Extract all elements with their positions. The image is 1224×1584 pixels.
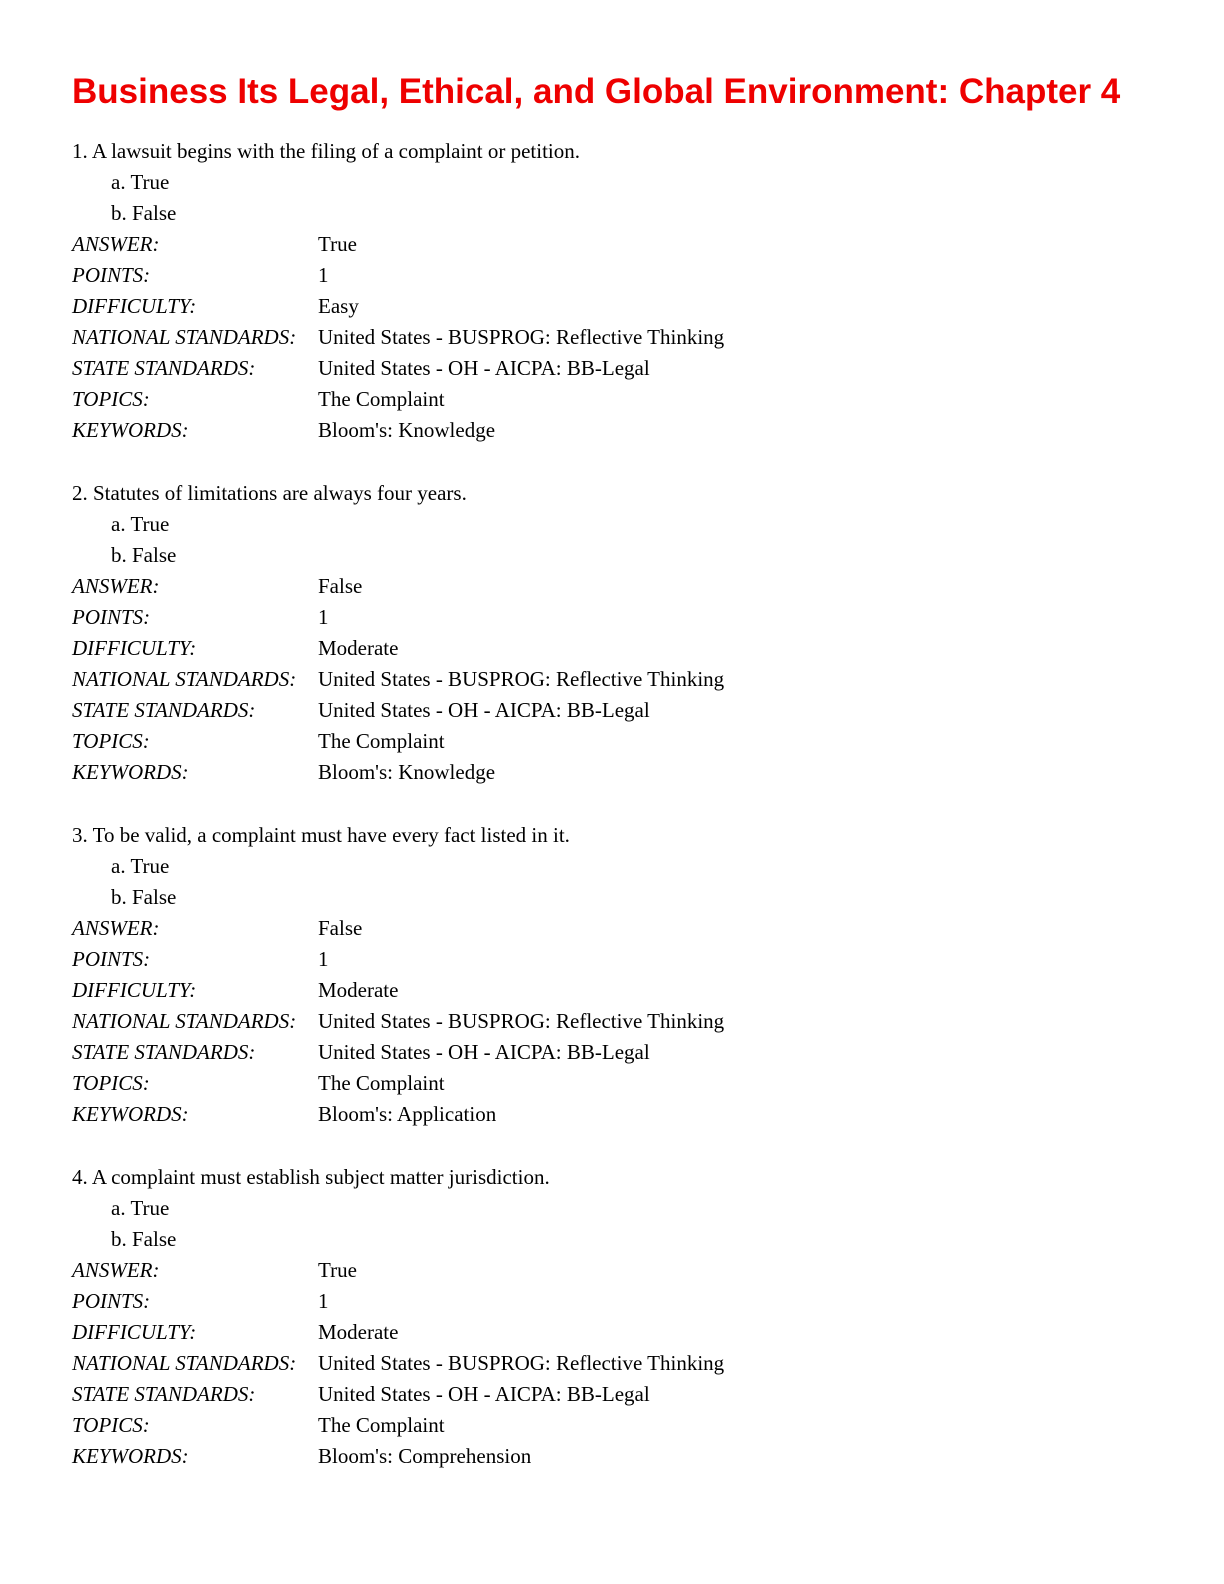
state-standards-value: United States - OH - AICPA: BB-Legal	[318, 356, 650, 380]
state-standards-value: United States - OH - AICPA: BB-Legal	[318, 1040, 650, 1064]
difficulty-row	[72, 1317, 1162, 1348]
national-standards-value: United States - BUSPROG: Reflective Thinking	[318, 1009, 725, 1033]
difficulty-label: DIFFICULTY:	[72, 294, 197, 318]
keywords-row	[72, 415, 1162, 446]
topics-label: TOPICS:	[72, 1071, 150, 1095]
answer-label: ANSWER:	[72, 1258, 160, 1282]
topics-value: The Complaint	[318, 729, 445, 753]
points-value: 1	[318, 263, 329, 287]
topics-value: The Complaint	[318, 1071, 445, 1095]
state-standards-label: STATE STANDARDS:	[72, 698, 256, 722]
answer-value: True	[318, 232, 357, 256]
answer-row	[72, 229, 1162, 260]
difficulty-value: Moderate	[318, 636, 399, 660]
document-page	[72, 70, 1162, 1504]
keywords-row	[72, 1099, 1162, 1130]
points-label: POINTS:	[72, 605, 151, 629]
topics-label: TOPICS:	[72, 729, 150, 753]
points-row	[72, 260, 1162, 291]
answer-label: ANSWER:	[72, 916, 160, 940]
difficulty-row	[72, 975, 1162, 1006]
choice-false: b. False	[111, 885, 177, 909]
keywords-label: KEYWORDS:	[72, 1102, 189, 1126]
topics-row	[72, 726, 1162, 757]
points-label: POINTS:	[72, 263, 151, 287]
question-text: 4. A complaint must establish subject matter jurisdiction.	[72, 1165, 550, 1189]
points-label: POINTS:	[72, 1289, 151, 1313]
answer-row	[72, 913, 1162, 944]
national-standards-value: United States - BUSPROG: Reflective Thinking	[318, 1351, 725, 1375]
topics-value: The Complaint	[318, 387, 445, 411]
answer-label: ANSWER:	[72, 232, 160, 256]
choice-false: b. False	[111, 201, 177, 225]
state-standards-row	[72, 695, 1162, 726]
answer-value: True	[318, 1258, 357, 1282]
state-standards-row	[72, 1379, 1162, 1410]
points-row	[72, 944, 1162, 975]
keywords-label: KEYWORDS:	[72, 760, 189, 784]
state-standards-row	[72, 353, 1162, 384]
points-value: 1	[318, 1289, 329, 1313]
national-standards-value: United States - BUSPROG: Reflective Thinking	[318, 667, 725, 691]
state-standards-label: STATE STANDARDS:	[72, 1382, 256, 1406]
choice-true: a. True	[111, 170, 170, 194]
points-value: 1	[318, 947, 329, 971]
state-standards-label: STATE STANDARDS:	[72, 1040, 256, 1064]
state-standards-row	[72, 1037, 1162, 1068]
keywords-value: Bloom's: Comprehension	[318, 1444, 532, 1468]
state-standards-value: United States - OH - AICPA: BB-Legal	[318, 1382, 650, 1406]
keywords-value: Bloom's: Knowledge	[318, 760, 496, 784]
choice-true: a. True	[111, 1196, 170, 1220]
question-text: 3. To be valid, a complaint must have every fact listed in it.	[72, 823, 570, 847]
difficulty-row	[72, 291, 1162, 322]
answer-row	[72, 571, 1162, 602]
difficulty-label: DIFFICULTY:	[72, 1320, 197, 1344]
answer-value: False	[318, 574, 363, 598]
points-value: 1	[318, 605, 329, 629]
question-block	[72, 478, 1162, 788]
keywords-value: Bloom's: Application	[318, 1102, 497, 1126]
topics-row	[72, 384, 1162, 415]
answer-label: ANSWER:	[72, 574, 160, 598]
question-block	[72, 136, 1162, 446]
question-block	[72, 820, 1162, 1130]
points-label: POINTS:	[72, 947, 151, 971]
state-standards-value: United States - OH - AICPA: BB-Legal	[318, 698, 650, 722]
question-block	[72, 1162, 1162, 1472]
national-standards-row	[72, 664, 1162, 695]
keywords-value: Bloom's: Knowledge	[318, 418, 496, 442]
topics-label: TOPICS:	[72, 1413, 150, 1437]
national-standards-label: NATIONAL STANDARDS:	[72, 1009, 297, 1033]
difficulty-label: DIFFICULTY:	[72, 636, 197, 660]
keywords-label: KEYWORDS:	[72, 418, 189, 442]
page-title: Business Its Legal, Ethical, and Global Environment: Chapter 4	[72, 72, 1121, 111]
choice-true: a. True	[111, 854, 170, 878]
answer-value: False	[318, 916, 363, 940]
choice-false: b. False	[111, 1227, 177, 1251]
keywords-row	[72, 1441, 1162, 1472]
difficulty-row	[72, 633, 1162, 664]
national-standards-row	[72, 1006, 1162, 1037]
topics-label: TOPICS:	[72, 387, 150, 411]
answer-row	[72, 1255, 1162, 1286]
state-standards-label: STATE STANDARDS:	[72, 356, 256, 380]
topics-value: The Complaint	[318, 1413, 445, 1437]
keywords-row	[72, 757, 1162, 788]
choice-false: b. False	[111, 543, 177, 567]
national-standards-row	[72, 1348, 1162, 1379]
topics-row	[72, 1068, 1162, 1099]
difficulty-value: Easy	[318, 294, 359, 318]
choice-true: a. True	[111, 512, 170, 536]
keywords-label: KEYWORDS:	[72, 1444, 189, 1468]
national-standards-value: United States - BUSPROG: Reflective Thinking	[318, 325, 725, 349]
national-standards-row	[72, 322, 1162, 353]
difficulty-value: Moderate	[318, 978, 399, 1002]
difficulty-label: DIFFICULTY:	[72, 978, 197, 1002]
topics-row	[72, 1410, 1162, 1441]
national-standards-label: NATIONAL STANDARDS:	[72, 667, 297, 691]
question-text: 2. Statutes of limitations are always four years.	[72, 481, 467, 505]
question-text: 1. A lawsuit begins with the filing of a complaint or petition.	[72, 139, 581, 163]
difficulty-value: Moderate	[318, 1320, 399, 1344]
points-row	[72, 1286, 1162, 1317]
national-standards-label: NATIONAL STANDARDS:	[72, 325, 297, 349]
points-row	[72, 602, 1162, 633]
national-standards-label: NATIONAL STANDARDS:	[72, 1351, 297, 1375]
